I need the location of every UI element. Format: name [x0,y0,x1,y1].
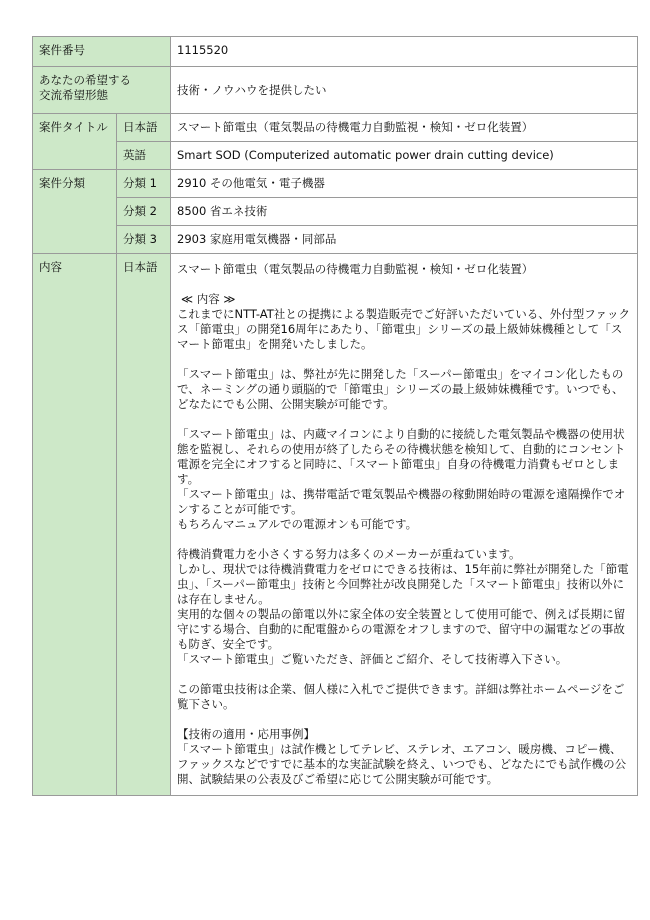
content-paragraph-9: 「スマート節電虫」ご覧いただき、評価とご紹介、そして技術導入下さい。 [177,652,568,666]
category-3-label: 分類 3 [117,226,171,254]
exchange-type-label-line1: あなたの希望する [39,73,131,87]
content-paragraph-12: 「スマート節電虫」は試作機としてテレビ、ステレオ、エアコン、暖房機、コピー機、ファックスなどですでに基本的な実証試験を終え、いつでも、どなたにでも試作機の公開、試験結果の公表及びご希望に応じて公開実験が可能です。 [177,742,627,786]
category-label: 案件分類 [33,170,117,254]
content-label: 内容 [33,254,117,796]
case-number-value: 1115520 [171,37,638,67]
content-paragraph-4: 「スマート節電虫」は、携帯電話で電気製品や機器の稼動開始時の電源を遠隔操作でオンすることが可能です。 [177,487,626,516]
case-sheet-table [32,36,638,796]
content-paragraph-1: これまでにNTT-AT社との提携による製造販売でご好評いただいている、外付型ファックス「節電虫」の開発16周年にあたり、「節電虫」シリーズの最上級姉妹機種として「スマート節電虫」を開発いたしました。 [177,307,631,351]
title-ja-value: スマート節電虫（電気製品の待機電力自動監視・検知・ゼロ化装置） [171,114,638,142]
title-en-label: 英語 [117,142,171,170]
content-row [33,254,638,796]
category-row-1 [33,170,638,198]
category-1-label: 分類 1 [117,170,171,198]
content-section-title: ≪ 内容 ≫ [181,292,236,306]
category-3-value: 2903 家庭用電気機器・同部品 [171,226,638,254]
content-heading: スマート節電虫（電気製品の待機電力自動監視・検知・ゼロ化装置） [177,262,534,276]
content-body [171,254,638,796]
case-number-row [33,37,638,67]
title-label: 案件タイトル [33,114,117,170]
content-ja-label: 日本語 [117,254,171,796]
title-ja-label: 日本語 [117,114,171,142]
category-1-value: 2910 その他電気・電子機器 [171,170,638,198]
content-paragraph-2: 「スマート節電虫」は、弊社が先に開発した「スーパー節電虫」をマイコン化したもので、ネーミングの通り頭脳的で「節電虫」シリーズの最上級姉妹機種です。いつでも、どなたにでも公開、公開実験が可能です。 [177,367,624,411]
category-row-3 [33,226,638,254]
category-2-label: 分類 2 [117,198,171,226]
exchange-type-label-line2: 交流希望形態 [39,88,108,102]
content-subheading-examples: 【技術の適用・応用事例】 [177,727,315,741]
category-row-2 [33,198,638,226]
exchange-type-label [33,67,171,114]
case-number-label: 案件番号 [33,37,171,67]
content-paragraph-10: この節電虫技術は企業、個人様に入札でご提供できます。詳細は弊社ホームページをご覧下さい。 [177,682,625,711]
content-paragraph-8: 実用的な個々の製品の節電以外に家全体の安全装置として使用可能で、例えば長期に留守にする場合、自動的に配電盤からの電源をオフしますので、留守中の漏電などの事故も防ぎ、安全です。 [177,607,626,651]
title-en-row [33,142,638,170]
content-paragraph-3: 「スマート節電虫」は、内蔵マイコンにより自動的に接続した電気製品や機器の使用状態を監視し、それらの使用が終了したらその待機状態を検知して、自動的にコンセント電源を完全にオフすると同時に、「スマート節電虫」自身の待機電力消費もゼロとします。 [177,427,626,486]
content-paragraph-7: しかし、現状では待機消費電力をゼロにできる技術は、15年前に弊社が開発した「節電虫」、「スーパー節電虫」技術と今回弊社が改良開発した「スマート節電虫」技術以外には存在しません。 [177,562,629,606]
category-2-value: 8500 省エネ技術 [171,198,638,226]
title-en-value: Smart SOD (Computerized automatic power drain cutting device) [171,142,638,170]
exchange-type-value: 技術・ノウハウを提供したい [171,67,638,114]
exchange-type-row [33,67,638,114]
content-paragraph-5: もちろんマニュアルでの電源オンも可能です。 [177,517,418,531]
title-ja-row [33,114,638,142]
content-paragraph-6: 待機消費電力を小さくする努力は多くのメーカーが重ねています。 [177,547,521,561]
